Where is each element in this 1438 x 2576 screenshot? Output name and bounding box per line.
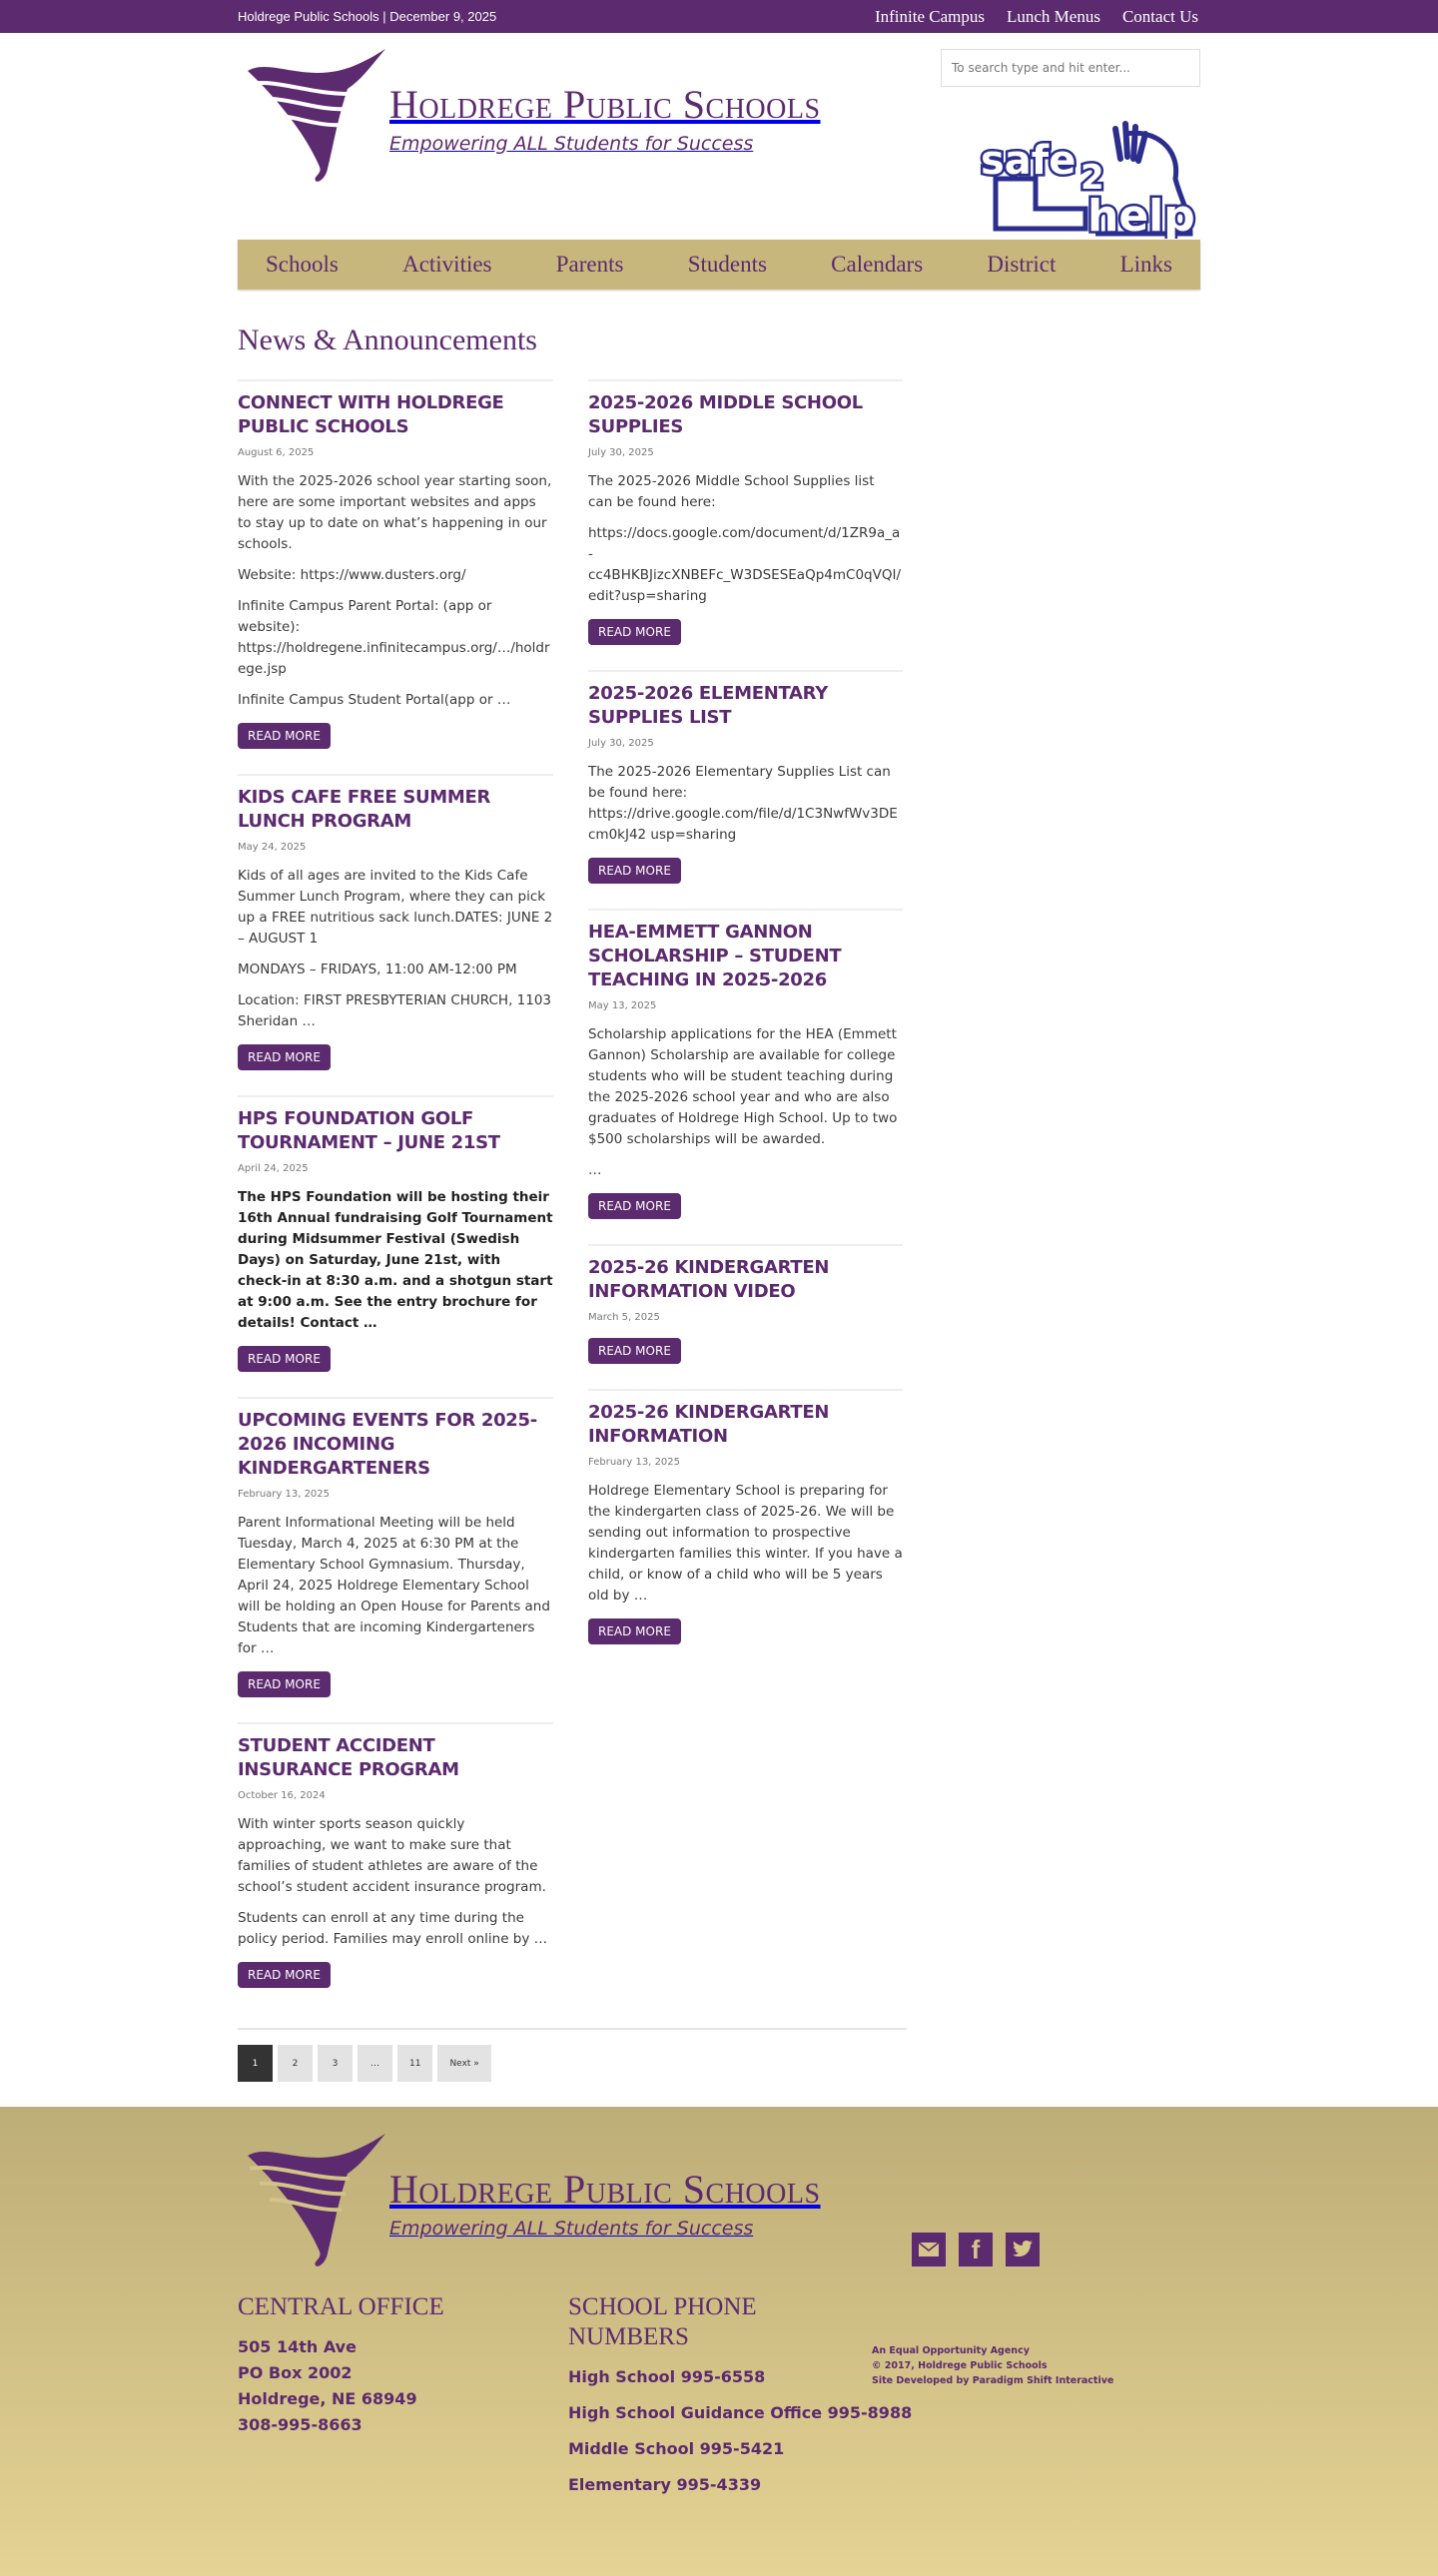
post-date: October 16, 2024	[238, 1790, 326, 1801]
legal-info	[872, 2343, 1113, 2388]
post-title-link[interactable]: 2025-26 KINDERGARTEN INFORMATION	[588, 1402, 830, 1447]
nav-links[interactable]: Links	[1119, 252, 1172, 277]
news-post	[238, 774, 553, 1070]
school-phone-numbers	[568, 2292, 913, 2508]
news-post	[588, 379, 903, 645]
post-excerpt: With the 2025-2026 school year starting soon, here are some important websites and apps to stay up to date on what’s happening in our schools.	[238, 473, 552, 552]
news-post	[238, 1722, 553, 1988]
post-excerpt: The 2025-2026 Middle School Supplies list can be found here:	[588, 473, 875, 510]
read-more-button[interactable]: READ MORE	[588, 858, 681, 884]
post-excerpt: MONDAYS – FRIDAYS, 11:00 AM-12:00 PM	[238, 962, 517, 977]
pagination	[238, 2028, 907, 2107]
post-excerpt: …	[588, 1162, 602, 1178]
nav-calendars[interactable]: Calendars	[831, 252, 924, 277]
phones-heading: SCHOOL PHONE NUMBERS	[568, 2293, 757, 2350]
page-11-button[interactable]: 11	[397, 2045, 432, 2082]
search-input[interactable]	[941, 49, 1200, 87]
footer-logo-tagline: Empowering ALL Students for Success	[389, 2217, 754, 2240]
copyright-text: © 2017, Holdrege Public Schools	[872, 2360, 1048, 2371]
post-date: April 24, 2025	[238, 1163, 309, 1174]
nav-activities[interactable]: Activities	[402, 252, 492, 277]
central-office	[238, 2292, 444, 2438]
news-post	[588, 909, 903, 1219]
read-more-button[interactable]: READ MORE	[588, 1338, 681, 1364]
post-date: February 13, 2025	[588, 1457, 681, 1468]
post-excerpt: Infinite Campus Parent Portal: (app or website): https://holdregene.infinitecampus.org/…/holdrege.jsp	[238, 598, 550, 677]
post-date: July 30, 2025	[588, 738, 654, 749]
site-logo[interactable]	[238, 49, 821, 184]
top-links	[875, 7, 1200, 27]
post-excerpt: Location: FIRST PRESBYTERIAN CHURCH, 1103 Sheridan …	[238, 992, 552, 1029]
read-more-button[interactable]: READ MORE	[588, 1618, 681, 1644]
read-more-button[interactable]: READ MORE	[588, 619, 681, 645]
news-columns	[238, 379, 907, 2013]
contact-us-link[interactable]: Contact Us	[1121, 6, 1198, 26]
safe2help-badge[interactable]	[976, 119, 1200, 254]
post-date: May 13, 2025	[588, 1000, 657, 1011]
logo-wave-icon	[238, 49, 385, 184]
post-title-link[interactable]: HPS FOUNDATION GOLF TOURNAMENT – JUNE 21ST	[238, 1108, 500, 1153]
social-links	[912, 2233, 1040, 2266]
site-footer	[0, 2107, 1438, 2576]
post-title-link[interactable]: KIDS CAFE FREE SUMMER LUNCH PROGRAM	[238, 787, 491, 832]
post-title-link[interactable]: 2025-2026 MIDDLE SCHOOL SUPPLIES	[588, 392, 863, 437]
page-1-button[interactable]: 1	[238, 2045, 273, 2082]
post-excerpt: Scholarship applications for the HEA (Emmett Gannon) Scholarship are available for college students who will be student teaching during the 2025-2026 school year and who are also graduates of Holdrege High School. Up to two $500 scholarships will be awarded.	[588, 1026, 898, 1147]
news-post	[588, 1244, 903, 1364]
post-title-link[interactable]: 2025-26 KINDERGARTEN INFORMATION VIDEO	[588, 1257, 830, 1302]
phone-line: Elementary 995-4339	[568, 2475, 762, 2494]
post-title-link[interactable]: HEA-EMMETT GANNON SCHOLARSHIP – STUDENT TEACHING IN 2025-2026	[588, 922, 842, 990]
post-excerpt: https://docs.google.com/document/d/1ZR9a_a-cc4BHKBJizcXNBEFc_W3DSESEaQp4mC0qVQI/edit?usp=sharing	[588, 525, 901, 604]
post-date: March 5, 2025	[588, 1312, 660, 1323]
post-excerpt: The 2025-2026 Elementary Supplies List can be found here: https://drive.google.com/file/d/1C3NwfWv3DEcm0kJ42 usp=sharing	[588, 764, 898, 843]
twitter-icon[interactable]	[1006, 2233, 1040, 2266]
developer-credit: Site Developed by Paradigm Shift Interactive	[872, 2375, 1114, 2386]
read-more-button[interactable]: READ MORE	[238, 1346, 331, 1372]
email-icon[interactable]	[912, 2233, 946, 2266]
phone-line: Middle School 995-5421	[568, 2439, 785, 2458]
address-line: PO Box 2002	[238, 2363, 353, 2382]
top-bar	[0, 0, 1438, 33]
post-excerpt: Website: https://www.dusters.org/	[238, 567, 466, 583]
post-excerpt: The HPS Foundation will be hosting their 16th Annual fundraising Golf Tournament during Midsummer Festival (Swedish Days) on Saturday, June 21st, with check-in at 8:30 a.m. and a shotgun start at 9:00 a.m. See the entry brochure for details! Contact …	[238, 1189, 553, 1331]
page-3-button[interactable]: 3	[318, 2045, 353, 2082]
nav-parents[interactable]: Parents	[555, 252, 624, 277]
infinite-campus-link[interactable]: Infinite Campus	[874, 6, 985, 26]
next-page-button[interactable]: Next »	[437, 2045, 490, 2082]
post-excerpt: Kids of all ages are invited to the Kids Cafe Summer Lunch Program, where they can pick up a FREE nutritious sack lunch.DATES: JUNE 2 – AUGUST 1	[238, 868, 553, 947]
page-ellipsis: …	[358, 2045, 392, 2082]
svg-text:help: help	[1087, 191, 1195, 239]
post-date: February 13, 2025	[238, 1489, 331, 1500]
central-office-heading: CENTRAL OFFICE	[238, 2293, 444, 2320]
phone-line: High School Guidance Office 995-8988	[568, 2403, 913, 2422]
post-excerpt: Students can enroll at any time during the policy period. Families may enroll online by …	[238, 1910, 548, 1947]
post-date: August 6, 2025	[238, 447, 315, 458]
safe2help-logo-icon	[976, 119, 1200, 239]
news-column-left	[238, 379, 553, 2013]
address-line: 505 14th Ave	[238, 2337, 357, 2356]
facebook-icon[interactable]: f	[959, 2233, 993, 2266]
site-header	[238, 33, 1200, 240]
read-more-button[interactable]: READ MORE	[238, 723, 331, 749]
post-date: May 24, 2025	[238, 842, 307, 853]
nav-schools[interactable]: Schools	[266, 252, 339, 277]
read-more-button[interactable]: READ MORE	[238, 1044, 331, 1070]
page-2-button[interactable]: 2	[278, 2045, 313, 2082]
post-title-link[interactable]: UPCOMING EVENTS FOR 2025-2026 INCOMING KINDERGARTENERS	[238, 1410, 537, 1479]
read-more-button[interactable]: READ MORE	[588, 1193, 681, 1219]
post-title-link[interactable]: 2025-2026 ELEMENTARY SUPPLIES LIST	[588, 683, 828, 728]
lunch-menus-link[interactable]: Lunch Menus	[1007, 6, 1100, 26]
logo-wave-icon	[238, 2134, 385, 2268]
read-more-button[interactable]: READ MORE	[238, 1671, 331, 1697]
post-excerpt: Parent Informational Meeting will be held Tuesday, March 4, 2025 at 6:30 PM at the Elementary School Gymnasium. Thursday, April 24, 2025 Holdrege Elementary School will be holding an Open House for Parents and Students that are incoming Kindergarteners for …	[238, 1515, 550, 1656]
read-more-button[interactable]: READ MORE	[238, 1962, 331, 1988]
post-excerpt: With winter sports season quickly approaching, we want to make sure that families of student athletes are aware of the school’s student accident insurance program.	[238, 1816, 546, 1895]
phone-line: High School 995-6558	[568, 2367, 766, 2386]
news-post	[588, 1389, 903, 1644]
logo-title: Holdrege Public Schools	[389, 81, 821, 127]
news-post	[238, 1397, 553, 1697]
nav-district[interactable]: District	[987, 252, 1057, 277]
page-title: News & Announcements	[238, 323, 537, 356]
site-date: Holdrege Public Schools | December 9, 2025	[238, 9, 497, 24]
footer-logo-title: Holdrege Public Schools	[389, 2166, 821, 2212]
nav-students[interactable]: Students	[687, 252, 767, 277]
post-excerpt: Holdrege Elementary School is preparing for the kindergarten class of 2025-26. We will be sending out information to prospective kindergarten families this winter. If you have a child, or know of a child who will be 5 years old by …	[588, 1483, 903, 1604]
post-date: July 30, 2025	[588, 447, 654, 458]
post-title-link[interactable]: CONNECT WITH HOLDREGE PUBLIC SCHOOLS	[238, 392, 504, 437]
logo-tagline: Empowering ALL Students for Success	[389, 132, 754, 155]
svg-text:2: 2	[1080, 158, 1104, 198]
footer-logo[interactable]	[238, 2134, 821, 2268]
post-title-link[interactable]: STUDENT ACCIDENT INSURANCE PROGRAM	[238, 1735, 459, 1780]
post-excerpt: Infinite Campus Student Portal(app or …	[238, 692, 511, 708]
news-column-right	[588, 379, 903, 2013]
equal-opportunity-text: An Equal Opportunity Agency	[872, 2345, 1030, 2356]
svg-text:safe: safe	[981, 138, 1077, 184]
news-post	[238, 1095, 553, 1372]
news-post	[238, 379, 553, 749]
office-phone: 308-995-8663	[238, 2415, 362, 2434]
news-post	[588, 670, 903, 884]
address-line: Holdrege, NE 68949	[238, 2389, 417, 2408]
